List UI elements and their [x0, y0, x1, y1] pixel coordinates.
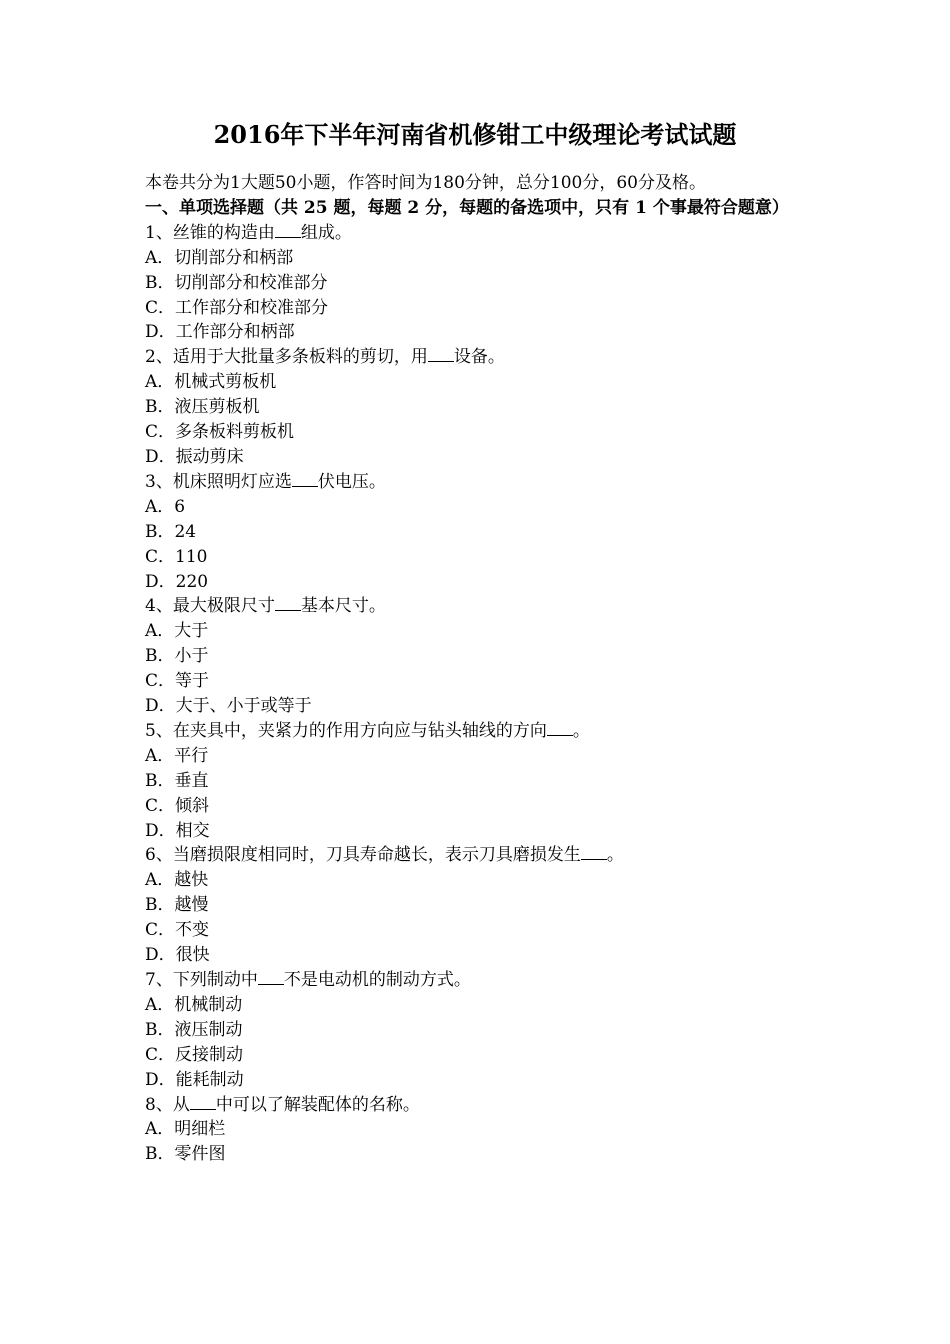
answer-option: D．能耗制动: [145, 1069, 244, 1090]
answer-option: B．液压制动: [145, 1019, 243, 1040]
answer-blank: [258, 969, 284, 985]
question-number: 8、: [145, 1094, 173, 1115]
question-text: 最大极限尺寸: [172, 596, 275, 617]
question-text: 当磨损限度相同时，刀具寿命越长，表示刀具磨损发生: [172, 845, 581, 866]
answer-option: C．倾斜: [145, 795, 210, 816]
answer-option: B．切削部分和校准部分: [145, 272, 328, 293]
answer-blank: [581, 844, 607, 860]
question-number: 7、: [145, 970, 173, 990]
document-title: 2016年下半年河南省机修钳工中级理论考试试题: [213, 120, 737, 149]
question-number: 5、: [145, 720, 173, 741]
answer-option: A．6: [145, 496, 186, 517]
answer-blank: [190, 1093, 216, 1109]
answer-blank: [275, 595, 301, 611]
answer-option: D．大于、小于或等于: [145, 696, 312, 717]
answer-blank: [275, 222, 301, 238]
question-stem: [145, 1093, 815, 1118]
question-text: 从: [172, 1094, 190, 1115]
question-text: 在夹具中，夹紧力的作用方向应与钻头轴线的方向: [172, 720, 547, 741]
question-stem: [145, 345, 815, 370]
question-number: 3、: [145, 471, 173, 492]
answer-option: B．垂直: [145, 770, 209, 791]
section-heading: 一、单项选择题（共 25 题，每题 2 分，每题的备选项中，只有 1 个事最符合题意）: [145, 197, 789, 218]
answer-option: B．越慢: [145, 895, 209, 916]
answer-option: B．液压剪板机: [145, 397, 260, 418]
question-stem: [145, 719, 815, 744]
answer-option: D．相交: [145, 820, 210, 841]
question-text-end: 设备。: [453, 347, 505, 368]
answer-option: D．振动剪床: [145, 446, 244, 467]
answer-option: D．工作部分和柄部: [145, 322, 295, 343]
answer-option: A．大于: [145, 621, 209, 642]
answer-option: C．多条板料剪板机: [145, 422, 295, 443]
question-number: 2、: [145, 347, 173, 368]
answer-option: B．零件图: [145, 1144, 226, 1165]
question-stem: [145, 221, 815, 246]
question-stem: [145, 470, 815, 495]
question-number: 4、: [145, 596, 173, 617]
answer-option: A．切削部分和柄部: [145, 247, 294, 268]
answer-blank: [428, 346, 454, 362]
question-text-end: 基本尺寸。: [300, 596, 386, 617]
answer-option: C．等于: [145, 671, 210, 692]
question-text-end: 不是电动机的制动方式。: [283, 970, 471, 990]
question-text-end: 伏电压。: [317, 471, 386, 492]
question-text: 适用于大批量多条板料的剪切，用: [172, 347, 428, 368]
answer-option: C．反接制动: [145, 1044, 244, 1065]
answer-option: A．平行: [145, 745, 209, 766]
question-text-end: 组成。: [300, 222, 352, 243]
question-number: 1、: [145, 222, 173, 243]
answer-option: A．明细栏: [145, 1119, 226, 1140]
answer-option: C．110: [145, 546, 208, 567]
answer-option: D．很快: [145, 945, 210, 966]
answer-option: C．工作部分和校准部分: [145, 297, 329, 318]
answer-option: A．越快: [145, 870, 209, 891]
answer-option: A．机械制动: [145, 994, 243, 1015]
question-number: 6、: [145, 845, 173, 866]
question-text: 下列制动中: [172, 970, 258, 990]
answer-blank: [292, 471, 318, 487]
answer-option: C．不变: [145, 920, 210, 941]
answer-blank: [547, 720, 573, 736]
answer-option: B．小于: [145, 646, 209, 667]
question-text: 丝锥的构造由: [172, 222, 275, 243]
question-stem: [145, 968, 815, 993]
question-stem: [145, 594, 815, 619]
question-text-end: 。: [606, 845, 624, 866]
question-text-end: 中可以了解装配体的名称。: [215, 1094, 420, 1115]
question-text: 机床照明灯应选: [172, 471, 292, 492]
answer-option: D．220: [145, 571, 209, 592]
question-text-end: 。: [572, 720, 590, 741]
answer-option: B．24: [145, 521, 197, 542]
answer-option: A．机械式剪板机: [145, 372, 277, 393]
exam-intro: 本卷共分为1大题50小题，作答时间为180分钟，总分100分，60分及格。: [145, 173, 706, 193]
question-stem: [145, 843, 815, 868]
document-body: [145, 171, 815, 1167]
